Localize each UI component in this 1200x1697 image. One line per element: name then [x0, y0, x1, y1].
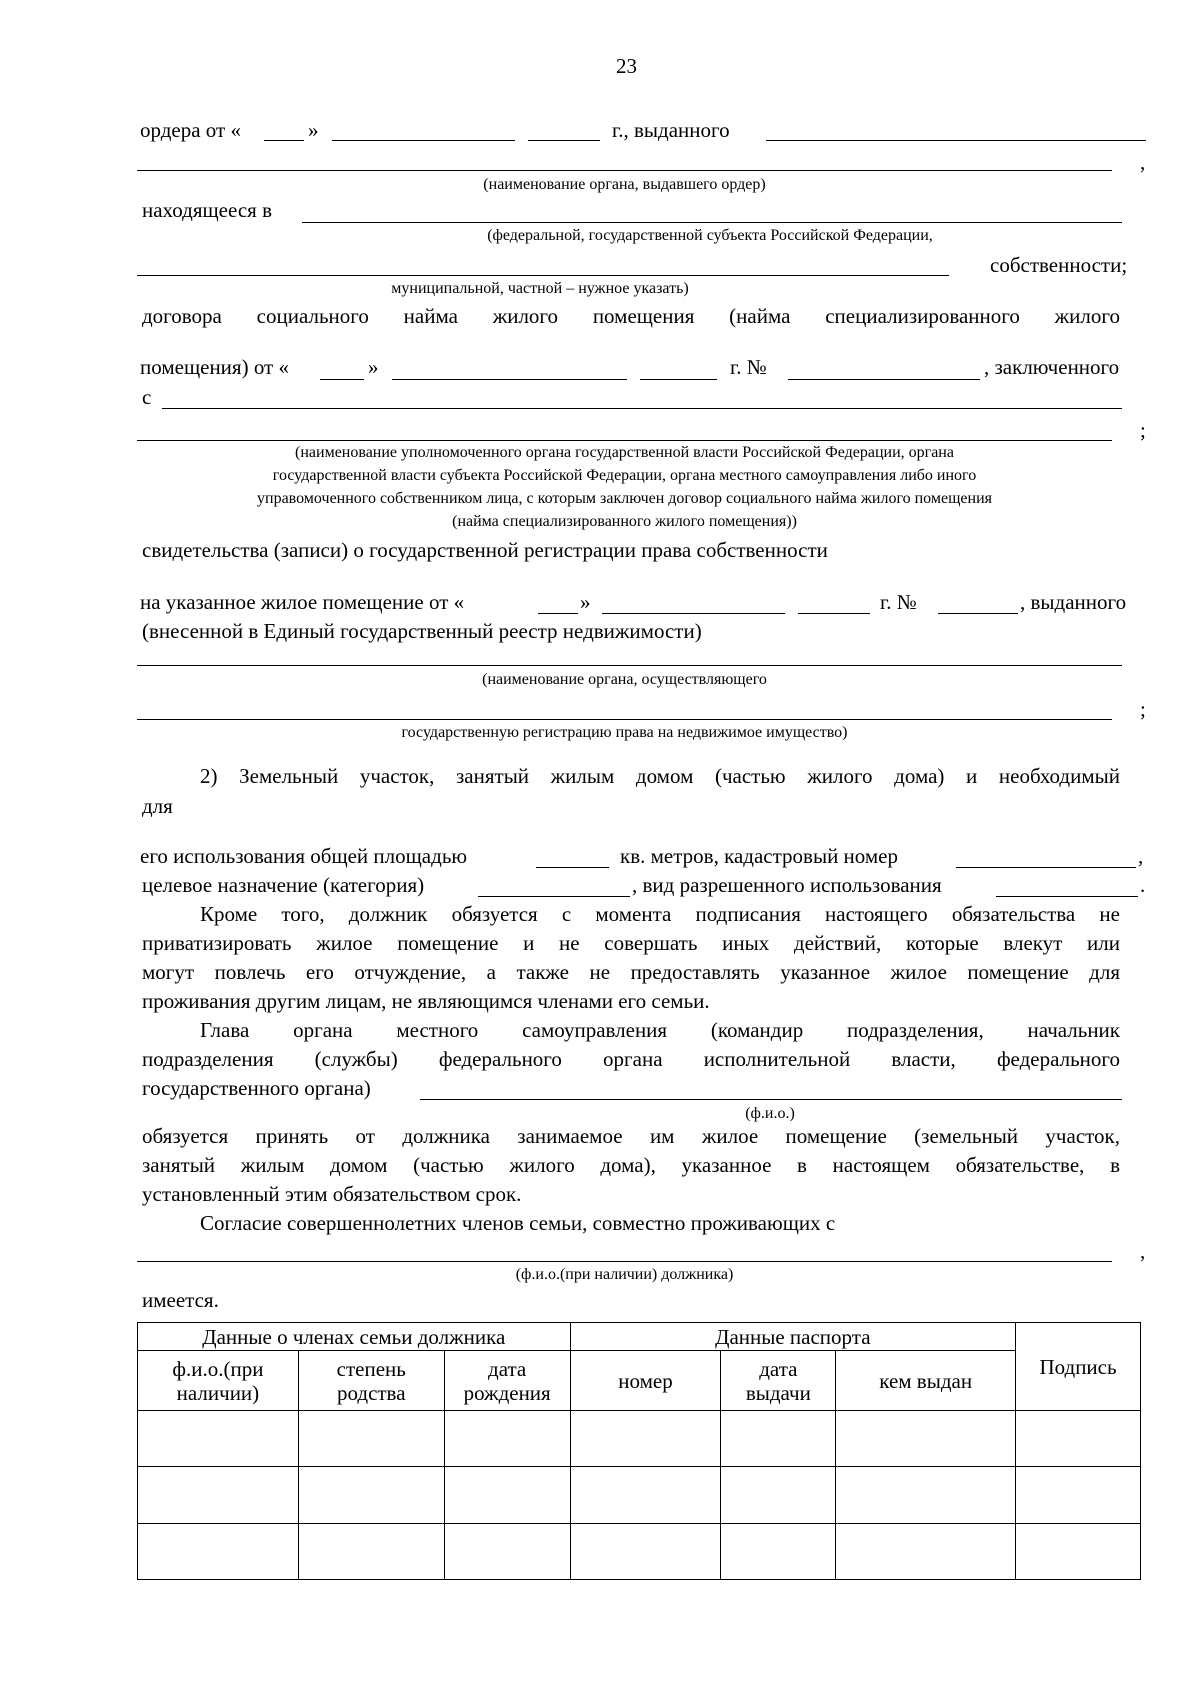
table-cell[interactable] — [570, 1467, 721, 1524]
contract-quote-close: » — [368, 355, 379, 379]
certificate-number-field[interactable] — [938, 613, 1018, 614]
table-cell[interactable] — [1016, 1411, 1141, 1467]
table-cell[interactable] — [1016, 1524, 1141, 1580]
contract-concluded-label: , заключенного — [984, 355, 1120, 379]
table-cell[interactable] — [836, 1467, 1016, 1524]
col-header-number: номер — [570, 1351, 721, 1411]
consent-comma: , — [1140, 1239, 1146, 1263]
table-cell[interactable] — [138, 1467, 299, 1524]
land-cadastral-label: кв. метров, кадастровый номер — [620, 844, 899, 868]
table-cell[interactable] — [444, 1411, 570, 1467]
land-area-field[interactable] — [536, 867, 609, 868]
order-year-field[interactable] — [528, 140, 600, 141]
located-field[interactable] — [302, 222, 1122, 223]
order-caption: (наименование органа, выдавшего ордер) — [483, 176, 766, 193]
contract-line-2-prefix: помещения) от « — [140, 355, 289, 379]
contract-number-field[interactable] — [788, 379, 980, 380]
contract-party-field[interactable] — [162, 408, 1122, 409]
consent-exists: имеется. — [142, 1288, 219, 1312]
certificate-line-1: свидетельства (записи) о государственной регистрации права собственности — [142, 538, 828, 562]
passport-data-header: Данные паспорта — [570, 1323, 1015, 1351]
certificate-caption-1: (наименование органа, осуществляющего — [482, 671, 767, 688]
located-field-2[interactable] — [137, 275, 949, 276]
order-issued-label: г., выданного — [612, 118, 730, 142]
certificate-month-field[interactable] — [602, 613, 785, 614]
certificate-line-3: (внесенной в Единый государственный реестр недвижимости) — [142, 619, 702, 643]
table-cell[interactable] — [721, 1411, 836, 1467]
located-caption-1: (федеральной, государственной субъекта Российской Федерации, — [487, 227, 933, 244]
table-cell[interactable] — [836, 1411, 1016, 1467]
consent-debtor-field[interactable] — [137, 1261, 1112, 1262]
accept-line-1: обязуется принять от должника занимаемое им жилое помещение (земельный участок, — [142, 1124, 1120, 1148]
land-line-1: 2) Земельный участок, занятый жилым домом (частью жилого дома) и необходимый — [200, 764, 1120, 788]
order-prefix: ордера от « — [140, 118, 241, 142]
land-usage-label: , вид разрешенного использования — [632, 873, 942, 897]
table-cell[interactable] — [836, 1524, 1016, 1580]
land-purpose-label: целевое назначение (категория) — [142, 873, 425, 897]
obligation-line-3: могут повлечь его отчуждение, а также не предоставлять указанное жилое помещение для — [142, 960, 1120, 984]
table-cell[interactable] — [1016, 1467, 1141, 1524]
col-header-issue-date: дата выдачи — [721, 1351, 836, 1411]
order-quote-close: » — [308, 118, 319, 142]
order-issuer-field-2[interactable] — [137, 170, 1112, 171]
table-cell[interactable] — [570, 1524, 721, 1580]
order-month-field[interactable] — [332, 140, 515, 141]
certificate-year-field[interactable] — [798, 613, 870, 614]
certificate-issuer-field[interactable] — [137, 665, 1122, 666]
ownership-label: собственности; — [990, 253, 1128, 277]
table-row — [138, 1411, 1141, 1467]
table-cell[interactable] — [721, 1524, 836, 1580]
certificate-number-label: г. № — [880, 590, 917, 614]
certificate-semicolon: ; — [1140, 697, 1146, 721]
obligation-line-4: проживания другим лицам, не являющимся членами его семьи. — [142, 989, 710, 1013]
contract-caption-1: (наименование уполномоченного органа государственной власти Российской Федерации, органа — [295, 444, 954, 461]
accept-line-3: установленный этим обязательством срок. — [142, 1182, 522, 1206]
certificate-caption-2: государственную регистрацию права на недвижимое имущество) — [401, 724, 848, 741]
family-data-header: Данные о членах семьи должника — [138, 1323, 571, 1351]
contract-line-1: договора социального найма жилого помещения (найма специализированного жилого — [142, 304, 1120, 328]
table-cell[interactable] — [570, 1411, 721, 1467]
head-line-2: подразделения (службы) федерального органа исполнительной власти, федерального — [142, 1047, 1120, 1071]
order-day-field[interactable] — [264, 140, 304, 141]
located-caption-2: муниципальной, частной – нужное указать) — [391, 280, 689, 297]
land-line-1b: для — [142, 794, 173, 818]
contract-caption-2: государственной власти субъекта Российской Федерации, органа местного самоуправления либо иного — [272, 467, 977, 484]
contract-caption-3: управомоченного собственником лица, с которым заключен договор социального найма жилого помещения — [257, 490, 992, 507]
family-members-table — [137, 1322, 1141, 1580]
signature-header: Подпись — [1016, 1323, 1141, 1411]
col-header-name: ф.и.о.(при наличии) — [138, 1351, 299, 1411]
certificate-issuer-field-2[interactable] — [137, 719, 1112, 720]
head-line-1: Глава органа местного самоуправления (командир подразделения, начальник — [200, 1018, 1120, 1042]
contract-day-field[interactable] — [320, 379, 364, 380]
certificate-day-field[interactable] — [538, 613, 578, 614]
land-cadastral-field[interactable] — [956, 867, 1136, 868]
table-cell[interactable] — [298, 1524, 444, 1580]
order-issuer-field[interactable] — [766, 140, 1146, 141]
consent-caption: (ф.и.о.(при наличии) должника) — [515, 1266, 734, 1283]
located-label: находящееся в — [142, 198, 272, 222]
table-cell[interactable] — [721, 1467, 836, 1524]
contract-month-field[interactable] — [392, 379, 627, 380]
land-area-label: его использования общей площадью — [140, 844, 468, 868]
accept-line-2: занятый жилым домом (частью жилого дома), указанное в настоящем обязательстве, в — [142, 1153, 1120, 1177]
land-comma: , — [1138, 844, 1144, 868]
certificate-issued-label: , выданного — [1020, 590, 1127, 614]
consent-line: Согласие совершеннолетних членов семьи, совместно проживающих с — [200, 1211, 836, 1235]
contract-caption-4: (найма специализированного жилого помещения)) — [452, 513, 797, 530]
table-row — [138, 1467, 1141, 1524]
order-comma: , — [1140, 150, 1146, 174]
certificate-quote-close: » — [580, 590, 591, 614]
table-cell[interactable] — [444, 1524, 570, 1580]
table-cell[interactable] — [298, 1411, 444, 1467]
land-period: . — [1140, 873, 1146, 897]
table-cell[interactable] — [138, 1524, 299, 1580]
land-purpose-field[interactable] — [478, 896, 630, 897]
col-header-birthdate: дата рождения — [444, 1351, 570, 1411]
table-cell[interactable] — [138, 1411, 299, 1467]
table-row — [138, 1524, 1141, 1580]
head-line-3: государственного органа) — [142, 1076, 371, 1100]
head-name-field[interactable] — [420, 1099, 1122, 1100]
contract-number-label: г. № — [730, 355, 767, 379]
contract-year-field[interactable] — [640, 379, 717, 380]
contract-party-field-2[interactable] — [137, 440, 1112, 441]
certificate-line-2-prefix: на указанное жилое помещение от « — [140, 590, 465, 614]
col-header-issued-by: кем выдан — [836, 1351, 1016, 1411]
col-header-relation: степень родства — [298, 1351, 444, 1411]
head-caption: (ф.и.о.) — [745, 1105, 795, 1122]
obligation-line-2: приватизировать жилое помещение и не совершать иных действий, которые влекут или — [142, 931, 1120, 955]
table-cell[interactable] — [298, 1467, 444, 1524]
contract-with-label: с — [142, 385, 152, 409]
land-usage-field[interactable] — [996, 896, 1138, 897]
obligation-line-1: Кроме того, должник обязуется с момента подписания настоящего обязательства не — [200, 902, 1120, 926]
contract-semicolon: ; — [1140, 418, 1146, 442]
page-number: 23 — [616, 54, 637, 78]
table-cell[interactable] — [444, 1467, 570, 1524]
